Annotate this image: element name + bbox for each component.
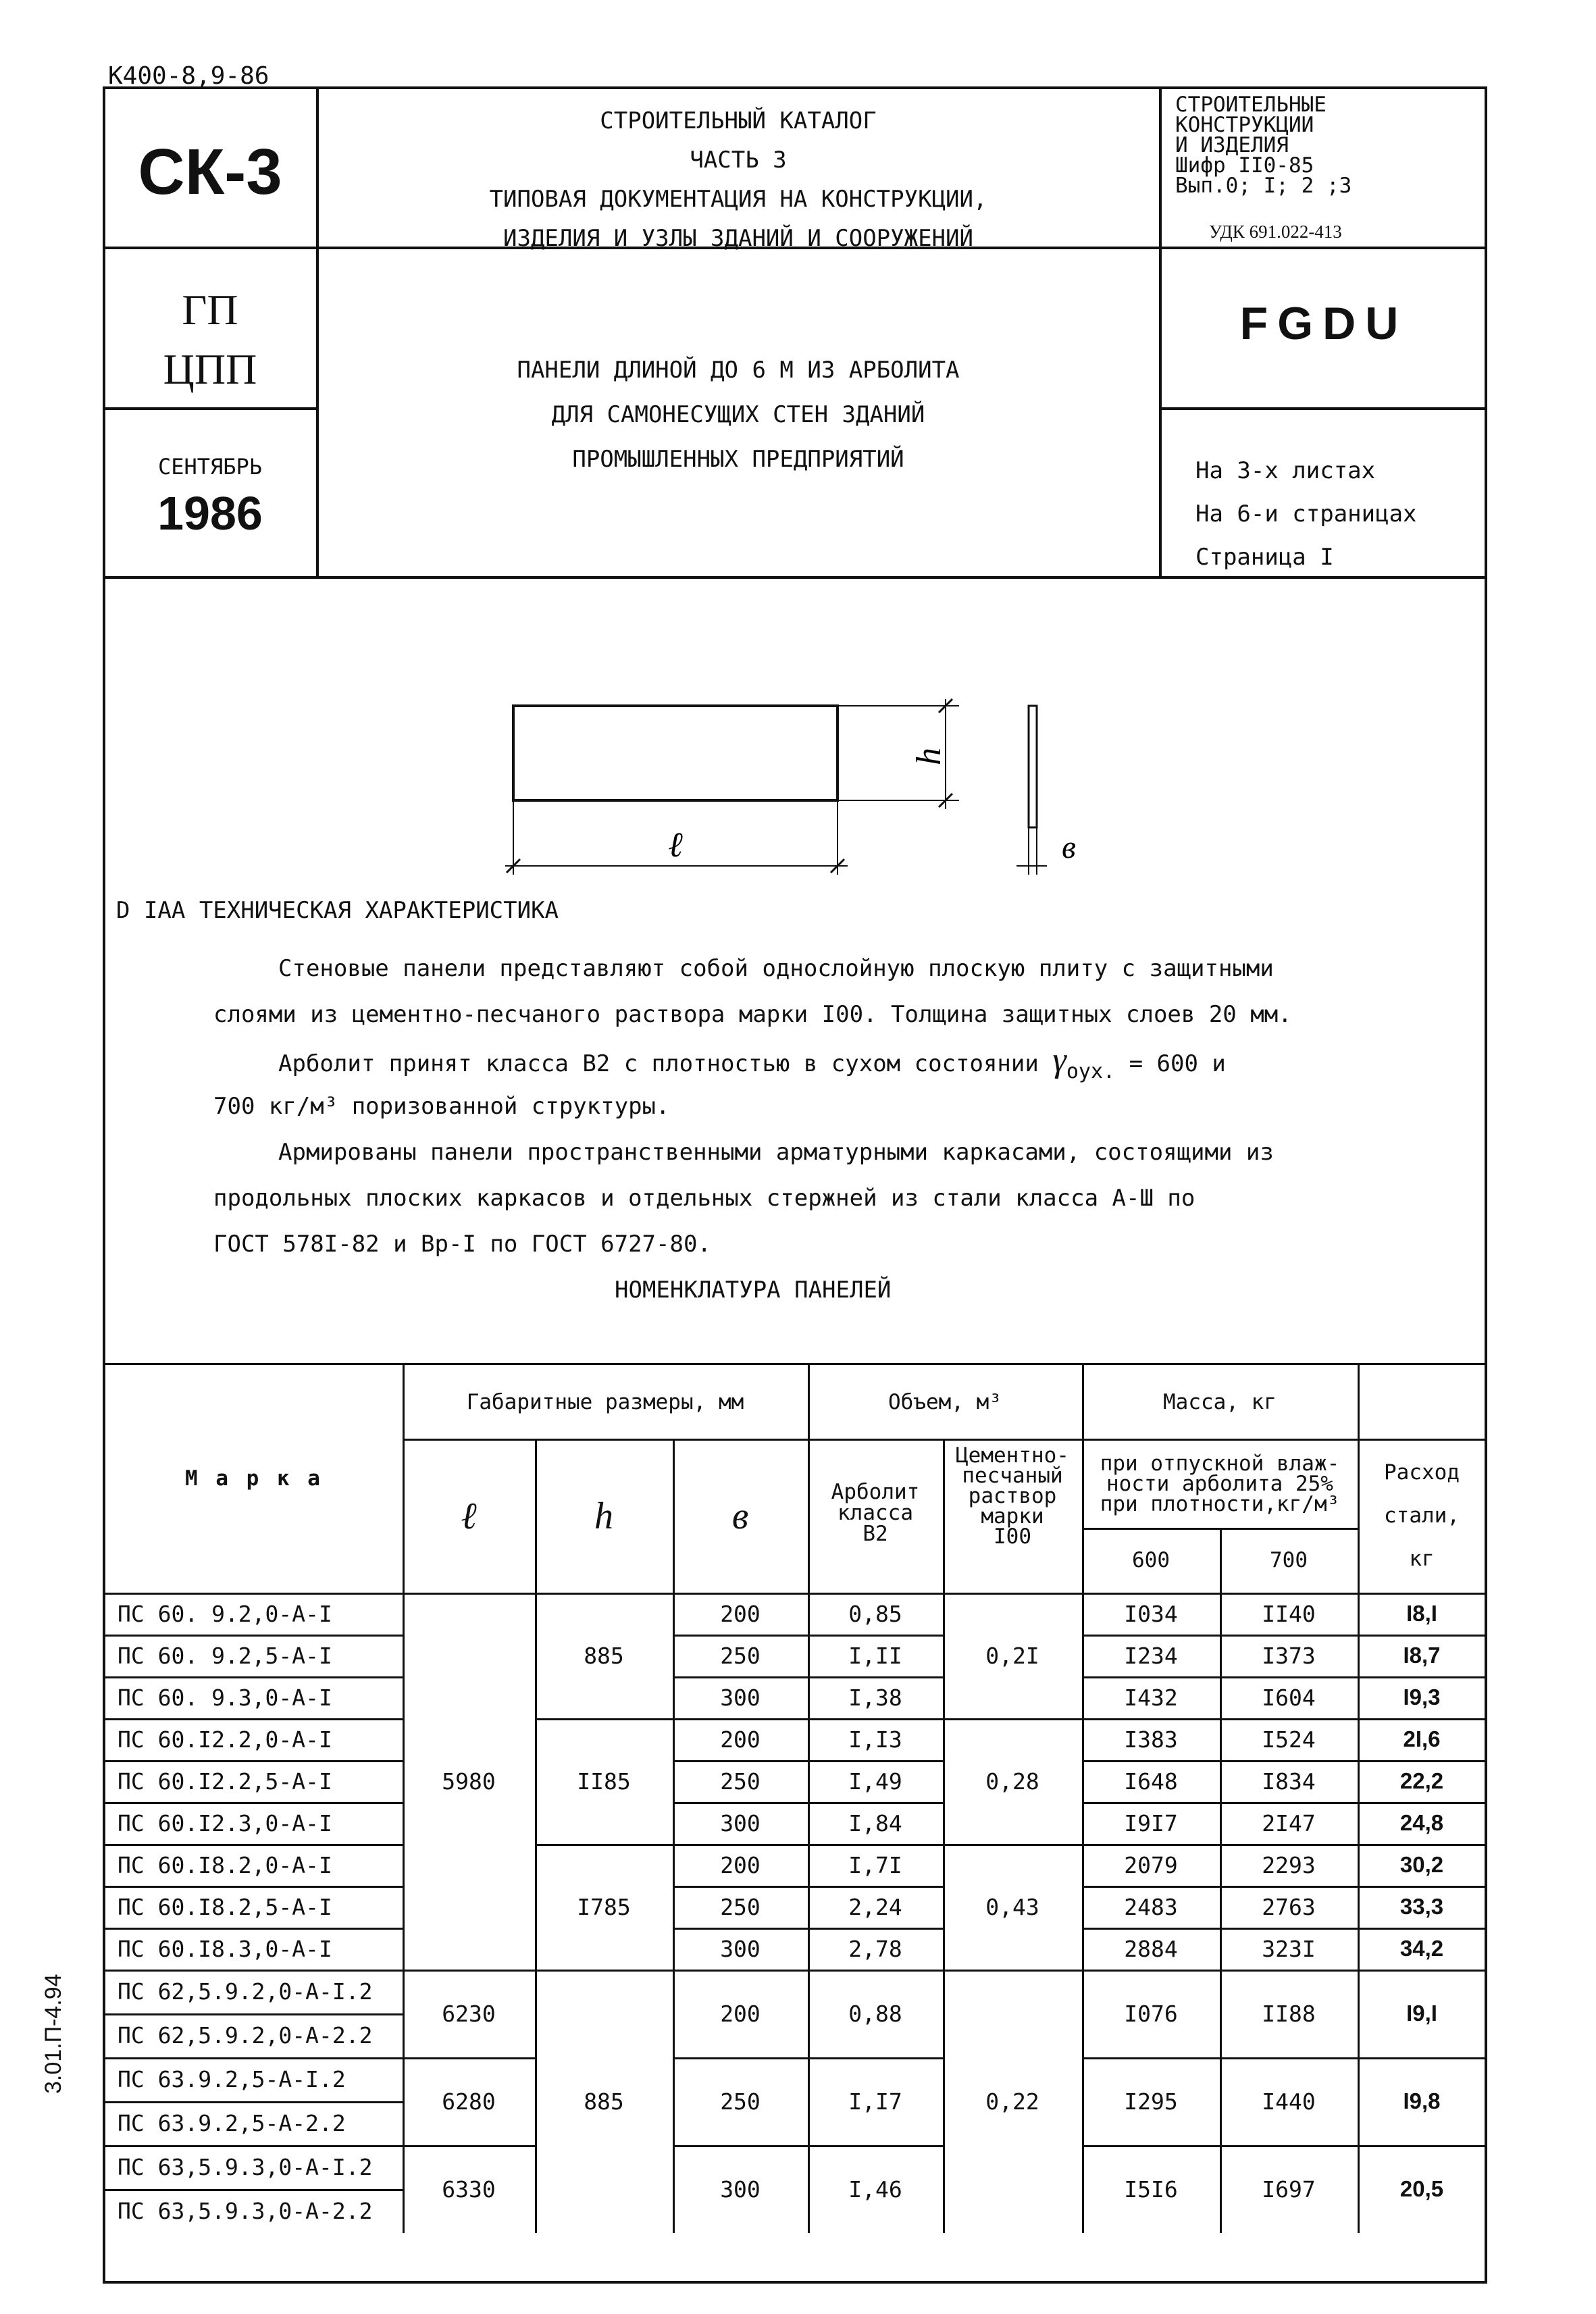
- title-divider: [103, 407, 317, 410]
- header-l: ℓ: [461, 1495, 477, 1537]
- cell-volume: I,49: [848, 1768, 902, 1795]
- cell-mass-600: I034: [1124, 1600, 1178, 1627]
- grid-line: [1358, 1363, 1360, 2233]
- catalog-title: [317, 101, 1159, 258]
- cell-mass-600: 2483: [1124, 1893, 1178, 1920]
- grid-line: [105, 1844, 403, 1846]
- cell-steel: I9,8: [1403, 2088, 1441, 2113]
- cell-cement-merged: 0,43: [985, 1893, 1039, 1920]
- product-title: [317, 348, 1159, 482]
- section-line: СТРОИТЕЛЬНЫЕ: [1175, 93, 1327, 117]
- cell-b: 300: [720, 2176, 761, 2203]
- grid-line: [1082, 2145, 1486, 2147]
- table-top-line: [103, 1363, 1487, 1365]
- grid-line: [1082, 1718, 1486, 1720]
- cell-mass-600: I9I7: [1124, 1809, 1178, 1836]
- sheet-line: Страница I: [1195, 544, 1334, 571]
- cell-mark: ПС 60.I8.2,0-А-I: [118, 1851, 332, 1878]
- cell-volume: I,I7: [848, 2088, 902, 2115]
- grid-line: [673, 1676, 943, 1678]
- paragraph-line: продольных плоских каркасов и отдельных стержней из стали класса А-Ш по: [213, 1185, 1195, 1212]
- cell-steel: I8,7: [1403, 1643, 1441, 1668]
- cell-volume: 2,78: [848, 1935, 902, 1962]
- grid-line: [105, 1886, 403, 1888]
- cell-mass-700: II40: [1262, 1600, 1316, 1627]
- cell-h-merged: II85: [577, 1768, 631, 1795]
- cell-volume: 0,88: [848, 2000, 902, 2027]
- density-value: = 600 и: [1129, 1050, 1226, 1077]
- header-cement-line: I00: [994, 1524, 1031, 1549]
- org-line: ЦПП: [163, 345, 257, 393]
- grid-line: [943, 1718, 1082, 1720]
- organization: [105, 280, 315, 399]
- label-l: ℓ: [668, 826, 683, 865]
- grid-line: [673, 1635, 943, 1637]
- cell-b: 300: [720, 1935, 761, 1962]
- cell-mass-600: 2079: [1124, 1851, 1178, 1878]
- cell-mass-600: I5I6: [1124, 2176, 1178, 2203]
- grid-line: [105, 1635, 403, 1637]
- cell-mark: ПС 60. 9.2,5-А-I: [118, 1642, 332, 1669]
- grid-line: [105, 1760, 403, 1762]
- header-h: h: [594, 1495, 613, 1537]
- grid-line: [105, 2189, 403, 2191]
- header-moisture-line: при плотности,кг/м³: [1100, 1492, 1340, 1516]
- cell-mark: ПС 60.I2.2,5-А-I: [118, 1768, 332, 1795]
- grid-line: [673, 1439, 675, 2233]
- grid-line: [673, 1844, 943, 1846]
- title-divider: [1160, 407, 1487, 410]
- grid-line: [1082, 1886, 1486, 1888]
- cell-mark: ПС 62,5.9.2,0-А-I.2: [118, 1978, 373, 2005]
- grid-line: [943, 1439, 945, 2233]
- header-arbolit-line: В2: [863, 1521, 888, 1546]
- header-arbolit-line: класса: [838, 1500, 913, 1525]
- grid-line: [808, 1363, 810, 2233]
- grid-line: [105, 1802, 403, 1804]
- cell-volume: I,38: [848, 1684, 902, 1711]
- grid-line: [105, 2013, 403, 2015]
- grid-line: [673, 1802, 943, 1804]
- cell-steel: 2I,6: [1403, 1726, 1441, 1751]
- cell-steel: 24,8: [1399, 1810, 1444, 1835]
- paragraph-line: слоями из цементно-песчаного раствора марки I00. Толщина защитных слоев 20 мм.: [213, 1001, 1292, 1028]
- label-b: в: [1062, 829, 1076, 865]
- header-steel-line: кг: [1409, 1547, 1435, 1571]
- paragraph-line: 700 кг/м³ поризованной структуры.: [213, 1093, 670, 1120]
- cell-mark: ПС 60.I8.3,0-А-I: [118, 1935, 332, 1962]
- header-arbolit-line: Арболит: [831, 1479, 920, 1504]
- grid-line: [1082, 1363, 1084, 2233]
- grid-line: [535, 1718, 673, 1720]
- grid-line: [1082, 1760, 1486, 1762]
- cell-cement-merged: 0,2I: [985, 1642, 1039, 1669]
- header-cement-line: песчаный: [962, 1464, 1063, 1488]
- density-subscript: оух.: [1066, 1060, 1116, 1083]
- cell-mass-700: II88: [1262, 2000, 1316, 2027]
- cell-mark: ПС 60.I8.2,5-А-I: [118, 1893, 332, 1920]
- header-dimensions: Габаритные размеры, мм: [466, 1389, 744, 1414]
- cell-mark: ПС 62,5.9.2,0-А-2.2: [118, 2022, 373, 2049]
- cell-mark: ПС 63.9.2,5-А-2.2: [118, 2110, 346, 2136]
- udk-code: УДК 691.022-413: [1209, 222, 1342, 242]
- cell-steel: I9,3: [1403, 1685, 1441, 1709]
- cell-steel: 30,2: [1399, 1852, 1444, 1877]
- header-moisture-line: ности арболита 25%: [1106, 1472, 1333, 1496]
- section-line: КОНСТРУКЦИИ: [1175, 113, 1314, 137]
- header-mass: Масса, кг: [1163, 1389, 1277, 1414]
- grid-line: [673, 2145, 943, 2147]
- cell-mass-700: I440: [1262, 2088, 1316, 2115]
- cell-mass-700: I604: [1262, 1684, 1316, 1711]
- grid-line: [403, 2145, 535, 2147]
- grid-line: [103, 1593, 1487, 1595]
- catalog-line: СТРОИТЕЛЬНЫЙ КАТАЛОГ: [600, 107, 877, 134]
- cell-h-merged: I785: [577, 1893, 631, 1920]
- cell-mass-600: I234: [1124, 1642, 1178, 1669]
- cell-volume: 0,85: [848, 1600, 902, 1627]
- table-title: НОМЕНКЛАТУРА ПАНЕЛЕЙ: [615, 1277, 892, 1304]
- density-symbol: γ: [1052, 1041, 1066, 1079]
- grid-line: [673, 1928, 943, 1930]
- cell-steel: I9,I: [1406, 2001, 1437, 2026]
- grid-line: [105, 1928, 403, 1930]
- grid-line: [1082, 1928, 1486, 1930]
- cell-mass-700: I834: [1262, 1768, 1316, 1795]
- document-code: К400-8,9-86: [108, 62, 269, 90]
- cell-l-merged: 5980: [442, 1768, 496, 1795]
- issue-year: 1986: [157, 487, 263, 540]
- header-density-700: 700: [1270, 1547, 1308, 1572]
- panel-side-view: [1029, 706, 1037, 827]
- cell-mass-700: 2I47: [1262, 1809, 1316, 1836]
- cell-l: 6280: [442, 2088, 496, 2115]
- paragraph-line: Стеновые панели представляют собой однослойную плоскую плиту с защитными: [278, 955, 1274, 982]
- cell-b: 200: [720, 1851, 761, 1878]
- cell-mark: ПС 63,5.9.3,0-А-2.2: [118, 2198, 373, 2224]
- header-volume: Объем, м³: [888, 1389, 1002, 1414]
- cell-mass-700: 2763: [1262, 1893, 1316, 1920]
- grid-line: [673, 1760, 943, 1762]
- cell-mark: ПС 60. 9.2,0-А-I: [118, 1600, 332, 1627]
- cell-mass-600: I432: [1124, 1684, 1178, 1711]
- series-code: СК-3: [138, 136, 282, 208]
- cell-steel: 22,2: [1399, 1768, 1444, 1793]
- grid-line: [403, 1363, 405, 2233]
- cell-b: 250: [720, 1768, 761, 1795]
- paragraph-line: [278, 1037, 1226, 1088]
- cell-steel: 34,2: [1399, 1936, 1444, 1961]
- section-line: И ИЗДЕЛИЯ: [1175, 133, 1289, 157]
- header-steel-line: стали,: [1384, 1503, 1460, 1528]
- header-steel-line: Расход: [1384, 1460, 1460, 1485]
- grid-line: [103, 1970, 1487, 1972]
- cell-mark: ПС 60.I2.3,0-А-I: [118, 1809, 332, 1836]
- cell-steel: 20,5: [1399, 2176, 1444, 2201]
- cell-l: 6230: [442, 2000, 496, 2027]
- grid-line: [105, 1676, 403, 1678]
- cell-b: 250: [720, 1893, 761, 1920]
- grid-line: [1082, 1635, 1486, 1637]
- grid-line: [673, 1886, 943, 1888]
- org-line: ГП: [182, 286, 238, 334]
- cell-volume: 2,24: [848, 1893, 902, 1920]
- cell-cement-merged: 0,28: [985, 1768, 1039, 1795]
- cell-h-merged: 885: [584, 2088, 624, 2115]
- cell-steel: I8,I: [1406, 1601, 1437, 1626]
- grid-line: [105, 2101, 403, 2103]
- header-density-600: 600: [1132, 1547, 1170, 1572]
- grid-line: [535, 1844, 673, 1846]
- cell-steel: 33,3: [1399, 1894, 1444, 1919]
- cell-mass-600: I648: [1124, 1768, 1178, 1795]
- label-h: h: [910, 748, 948, 765]
- side-code: 3.01.П-4.94: [41, 1974, 66, 2094]
- cell-mass-700: I524: [1262, 1726, 1316, 1753]
- grid-line: [1082, 1802, 1486, 1804]
- catalog-line: ТИПОВАЯ ДОКУМЕНТАЦИЯ НА КОНСТРУКЦИИ,: [489, 186, 987, 213]
- cell-b: 300: [720, 1809, 761, 1836]
- cell-volume: I,46: [848, 2176, 902, 2203]
- grid-line: [673, 1718, 943, 1720]
- panel-drawing: [473, 689, 1081, 892]
- cell-mark: ПС 63,5.9.3,0-А-I.2: [118, 2154, 373, 2180]
- cell-h-merged: 885: [584, 1642, 624, 1669]
- cell-mass-700: I697: [1262, 2176, 1316, 2203]
- sheet-info: [1195, 449, 1417, 579]
- cell-volume: I,84: [848, 1809, 902, 1836]
- grid-line: [403, 2057, 535, 2059]
- cell-mass-700: I373: [1262, 1642, 1316, 1669]
- header-moisture-line: при отпускной влаж-: [1100, 1451, 1340, 1476]
- cell-l: 6330: [442, 2176, 496, 2203]
- product-line: ПРОМЫШЛЕННЫХ ПРЕДПРИЯТИЙ: [572, 446, 904, 473]
- section-heading: D IAA ТЕХНИЧЕСКАЯ ХАРАКТЕРИСТИКА: [116, 897, 559, 924]
- sheet-line: На 6-и страницах: [1195, 500, 1417, 528]
- cell-mass-600: I383: [1124, 1726, 1178, 1753]
- header-cement-line: Цементно-: [956, 1443, 1069, 1468]
- cell-b: 300: [720, 1684, 761, 1711]
- grid-line: [673, 2057, 943, 2059]
- cell-mass-600: I295: [1124, 2088, 1178, 2115]
- section-line: Вып.0; I; 2 ;3: [1175, 174, 1352, 198]
- grid-line: [535, 1439, 537, 2233]
- cell-b: 200: [720, 1600, 761, 1627]
- header-mark: М а р к а: [185, 1466, 323, 1491]
- grid-line: [1220, 1528, 1222, 2233]
- grid-line: [105, 2057, 403, 2059]
- cell-mass-700: 323I: [1262, 1935, 1316, 1962]
- grid-line: [1082, 2057, 1486, 2059]
- header-b: в: [731, 1495, 749, 1537]
- header-cement-line: марки: [981, 1504, 1044, 1528]
- header-steel: [1358, 1439, 1486, 1593]
- cell-volume: I,II: [848, 1642, 902, 1669]
- grid-line: [1082, 1676, 1486, 1678]
- cell-mass-600: I076: [1124, 2000, 1178, 2027]
- cell-mark: ПС 60. 9.3,0-А-I: [118, 1684, 332, 1711]
- cell-b: 200: [720, 1726, 761, 1753]
- cell-volume: I,I3: [848, 1726, 902, 1753]
- product-line: ДЛЯ САМОНЕСУЩИХ СТЕН ЗДАНИЙ: [551, 401, 925, 428]
- catalog-line: ИЗДЕЛИЯ И УЗЛЫ ЗДАНИЙ И СООРУЖЕНИЙ: [503, 225, 973, 252]
- paragraph-line: ГОСТ 578I-82 и Вр-I по ГОСТ 6727-80.: [213, 1231, 711, 1258]
- cell-volume: I,7I: [848, 1851, 902, 1878]
- panel-front-view: [513, 706, 838, 800]
- header-cement-line: раствор: [968, 1484, 1057, 1508]
- cell-b: 250: [720, 2088, 761, 2115]
- cell-cement-merged: 0,22: [985, 2088, 1039, 2115]
- sheet-line: На 3-х листах: [1195, 457, 1376, 484]
- header-moisture: [1082, 1440, 1358, 1528]
- cell-mass-600: 2884: [1124, 1935, 1178, 1962]
- catalog-line: ЧАСТЬ 3: [690, 147, 787, 174]
- cell-b: 250: [720, 1642, 761, 1669]
- issue-month: СЕНТЯБРЬ: [157, 454, 263, 480]
- grid-line: [1082, 1844, 1486, 1846]
- section-line: Шифр II0-85: [1175, 153, 1314, 178]
- paragraph-line: Армированы панели пространственными арматурными каркасами, состоящими из: [278, 1139, 1274, 1166]
- grid-line: [105, 1718, 403, 1720]
- section-label: [1175, 95, 1352, 196]
- cell-mark: ПС 63.9.2,5-А-I.2: [118, 2066, 346, 2092]
- paragraph-text: Арболит принят класса В2 с плотностью в сухом состоянии: [278, 1050, 1039, 1077]
- document-code-fgdu: FGDU: [1239, 298, 1408, 349]
- cell-b: 200: [720, 2000, 761, 2027]
- header-arbolit: [808, 1445, 943, 1580]
- cell-mass-700: 2293: [1262, 1851, 1316, 1878]
- header-cement: [943, 1445, 1082, 1580]
- grid-line: [943, 1844, 1082, 1846]
- product-line: ПАНЕЛИ ДЛИНОЙ ДО 6 М ИЗ АРБОЛИТА: [517, 357, 960, 384]
- grid-line: [105, 2145, 403, 2147]
- cell-mark: ПС 60.I2.2,0-А-I: [118, 1726, 332, 1753]
